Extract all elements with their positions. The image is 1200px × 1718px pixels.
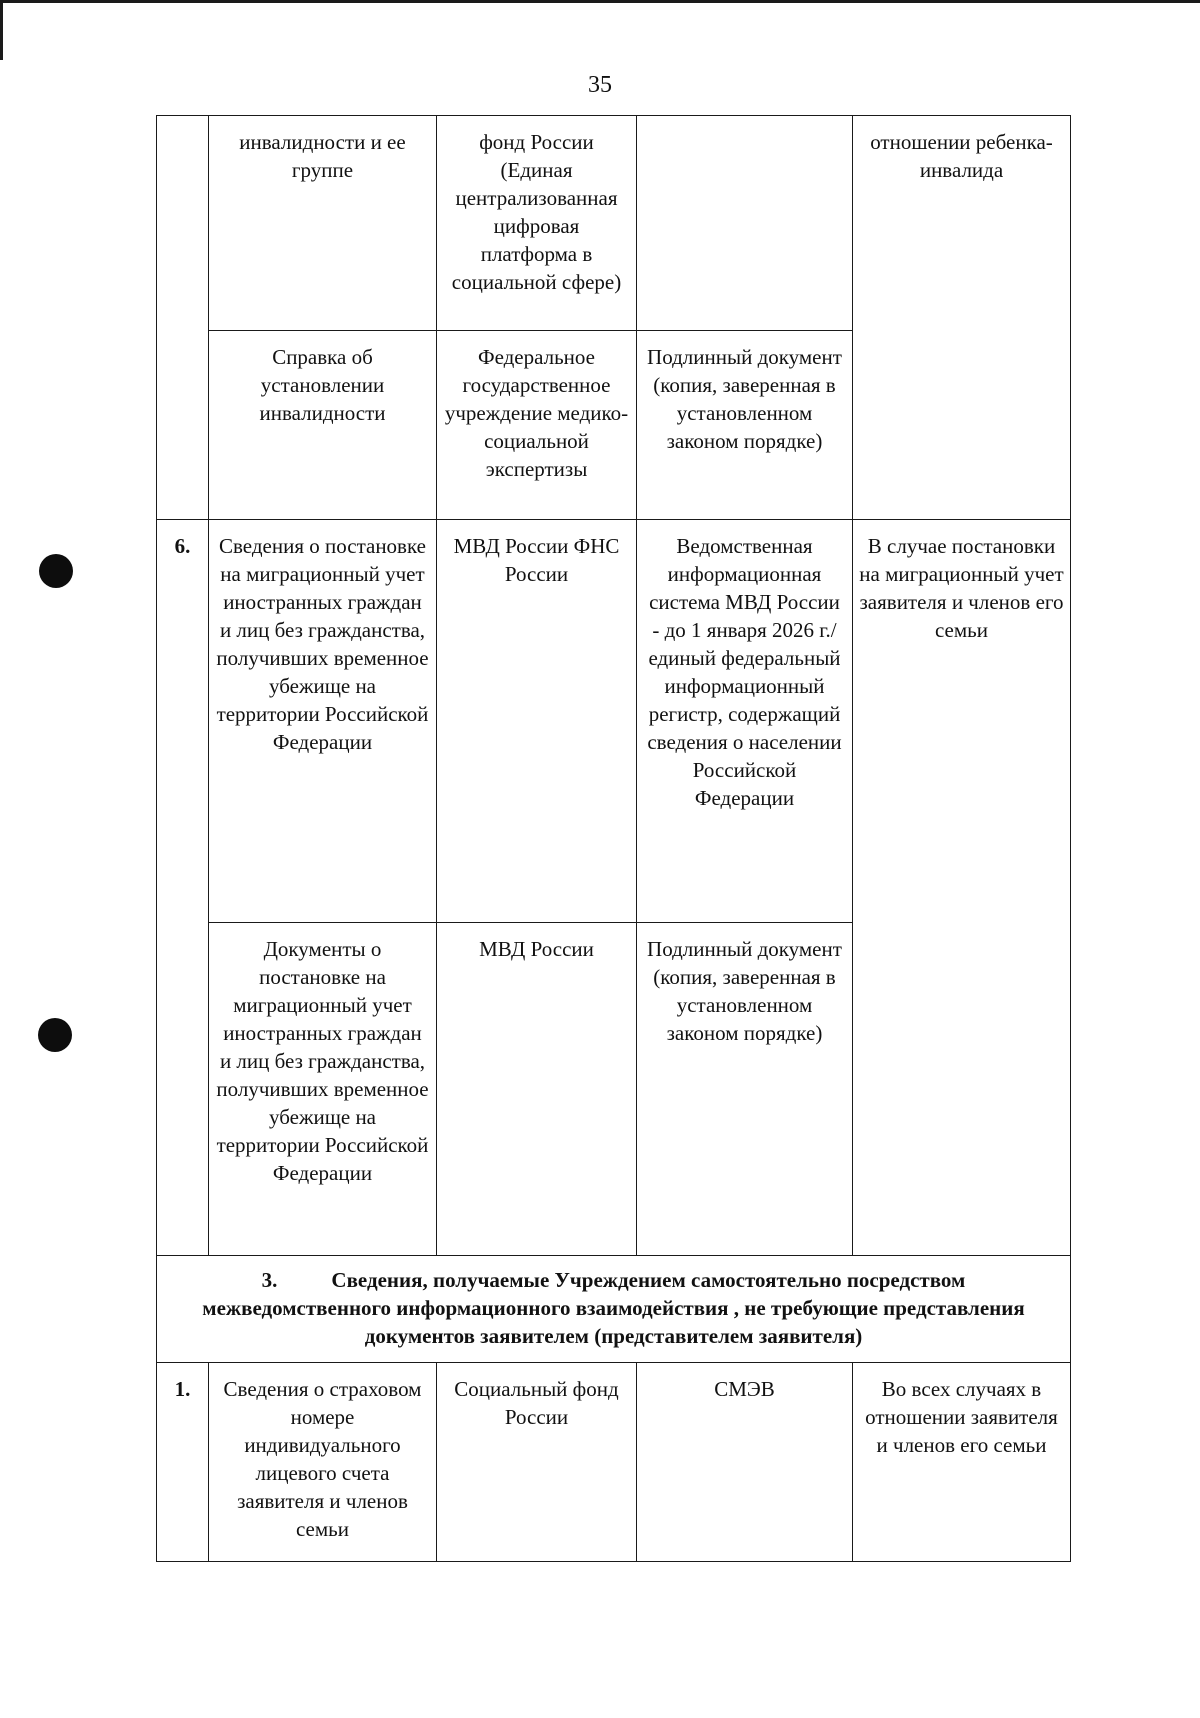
source-cell: Федеральное государственное учреждение медико-социальной экспертизы xyxy=(437,331,637,520)
section-header-row xyxy=(157,1256,1071,1363)
section-heading xyxy=(157,1256,1071,1363)
condition-cell: отношении ребенка-инвалида xyxy=(853,116,1071,520)
document-table xyxy=(156,115,1071,1562)
method-cell: СМЭВ xyxy=(637,1363,853,1562)
table-row xyxy=(157,520,1071,923)
method-cell: Подлинный документ (копия, заверенная в установленном законом порядке) xyxy=(637,923,853,1256)
source-cell: фонд России (Единая централизованная цифровая платформа в социальной сфере) xyxy=(437,116,637,331)
row-number: 6. xyxy=(157,520,209,1256)
info-name-cell: Справка об установлении инвалидности xyxy=(209,331,437,520)
method-cell xyxy=(637,116,853,331)
scan-top-border xyxy=(0,0,1200,3)
page-number: 35 xyxy=(588,72,612,98)
method-cell: Ведомственная информационная система МВД России - до 1 января 2026 г./единый федеральный информационный регистр, содержащий сведения о населении Российской Федерации xyxy=(637,520,853,923)
scan-left-border xyxy=(0,0,3,60)
row-number: 1. xyxy=(157,1363,209,1562)
condition-cell: Во всех случаях в отношении заявителя и членов его семьи xyxy=(853,1363,1071,1562)
source-cell: МВД России xyxy=(437,923,637,1256)
table-row xyxy=(157,116,1071,331)
condition-cell: В случае постановки на миграционный учет заявителя и членов его семьи xyxy=(853,520,1071,1256)
section-title: Сведения, получаемые Учреждением самостоятельно посредством межведомственного информационного взаимодействия , не требующие представления документов заявителем (представителем заявителя) xyxy=(202,1268,1025,1348)
source-cell: Социальный фонд России xyxy=(437,1363,637,1562)
section-number: 3. xyxy=(261,1268,278,1292)
info-name-cell: Документы о постановке на миграционный учет иностранных граждан и лиц без гражданства, получивших временное убежище на территории Российской Федерации xyxy=(209,923,437,1256)
info-name-cell: Сведения о страховом номере индивидуального лицевого счета заявителя и членов семьи xyxy=(209,1363,437,1562)
method-cell: Подлинный документ (копия, заверенная в установленном законом порядке) xyxy=(637,331,853,520)
table-row xyxy=(157,1363,1071,1562)
source-cell: МВД России ФНС России xyxy=(437,520,637,923)
info-name-cell: Сведения о постановке на миграционный учет иностранных граждан и лиц без гражданства, получивших временное убежище на территории Российской Федерации xyxy=(209,520,437,923)
row-number xyxy=(157,116,209,520)
punch-hole xyxy=(38,1018,72,1052)
info-name-cell: инвалидности и ее группе xyxy=(209,116,437,331)
punch-hole xyxy=(39,554,73,588)
